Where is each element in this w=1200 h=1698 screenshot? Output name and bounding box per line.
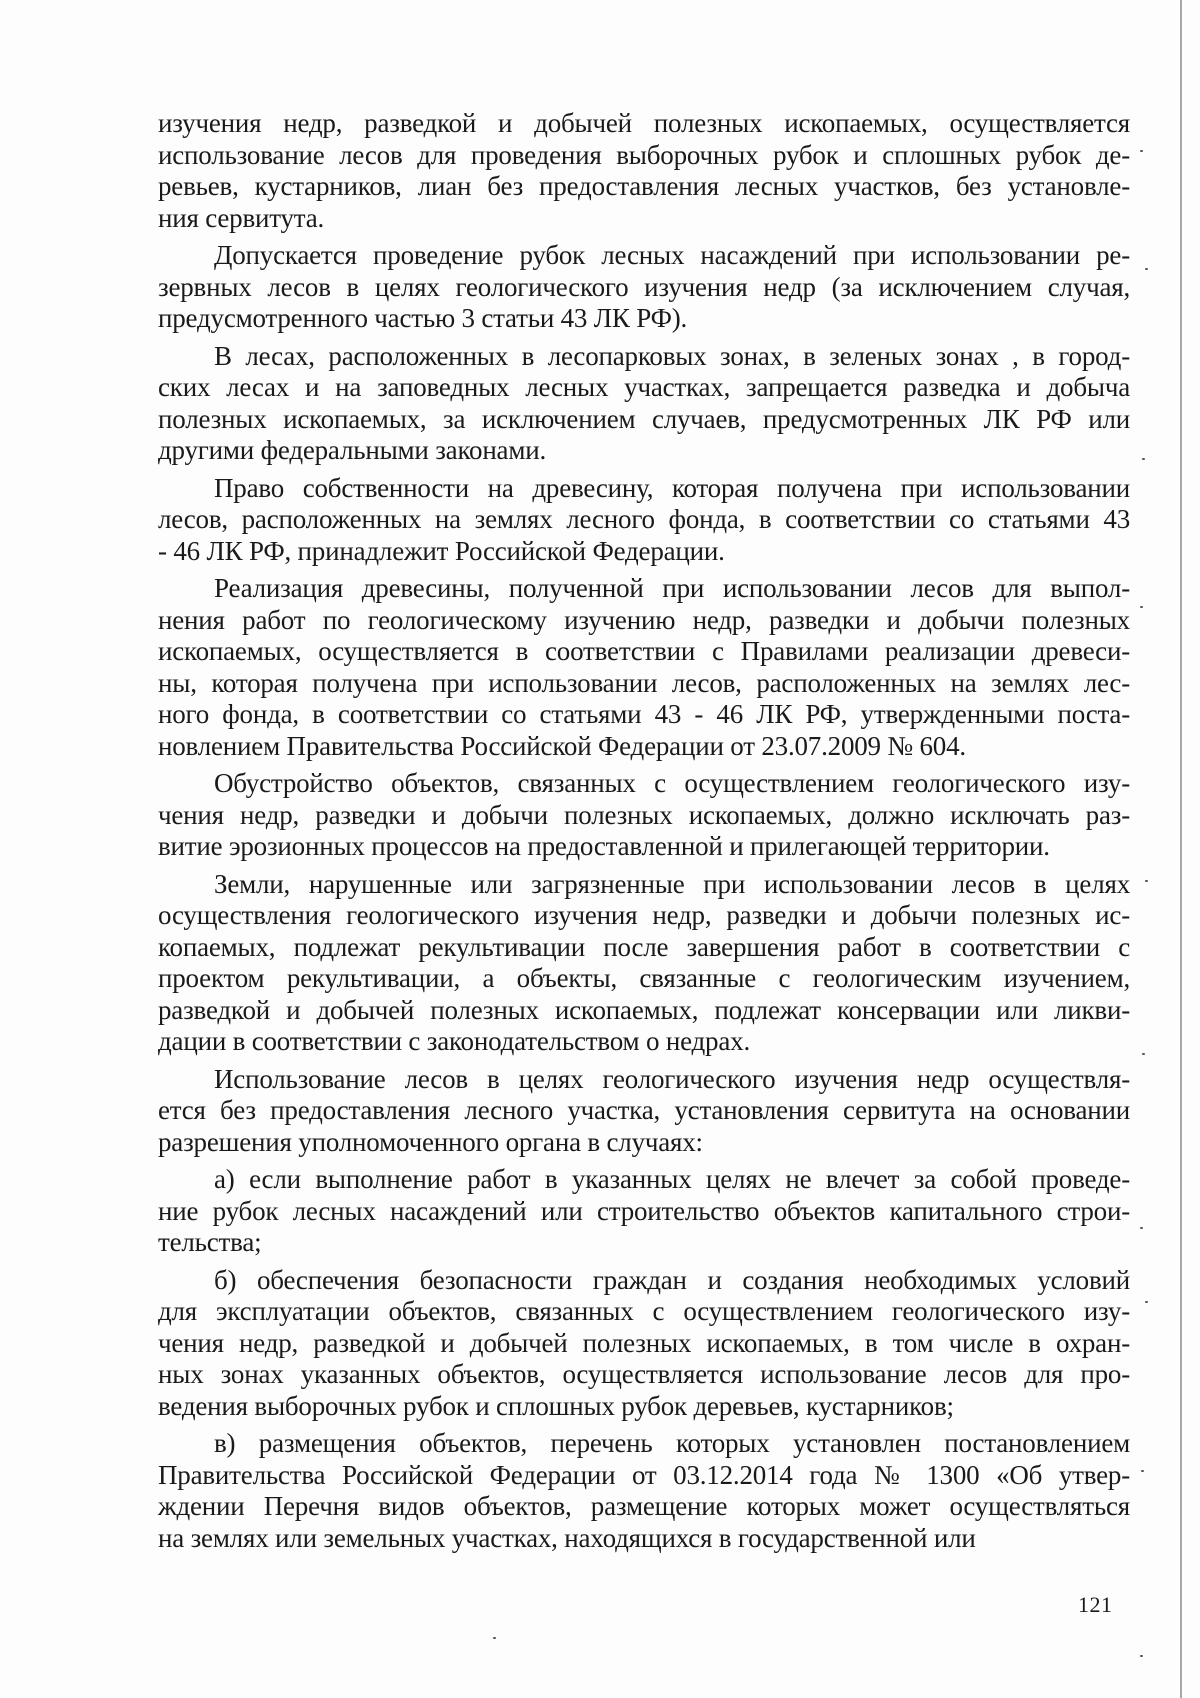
text-line: изучения недр, разведкой и добычей полезных ископаемых, осуществляется <box>158 108 1130 138</box>
text-line: ного фонда, в соответствии со статьями 43 - 46 ЛК РФ, утвержденными поста- <box>158 699 1130 729</box>
body-text <box>158 108 1130 1560</box>
paragraph-p11 <box>158 1428 1130 1554</box>
text-line: Допускается проведение рубок лесных насаждений при использовании ре- <box>214 240 1130 270</box>
text-line: ских лесах и на заповедных лесных участках, запрещается разведка и добыча <box>158 372 1130 402</box>
text-line: В лесах, расположенных в лесопарковых зонах, в зеленых зонах , в город- <box>214 340 1130 371</box>
text-line: Реализация древесины, полученной при использовании лесов для выпол- <box>214 573 1130 603</box>
text-line: ревьев, кустарников, лиан без предоставления лесных участков, без установле- <box>158 171 1130 201</box>
text-line: разрешения уполномоченного органа в случаях: <box>158 1126 703 1157</box>
paragraph-p9 <box>158 1164 1130 1259</box>
text-line: а) если выполнение работ в указанных целях не влечет за собой проведе- <box>214 1164 1130 1194</box>
text-line: Право собственности на древесину, которая получена при использовании <box>214 472 1130 503</box>
scan-speck <box>1140 1227 1143 1229</box>
text-line: использование лесов для проведения выборочных рубок и сплошных рубок де- <box>158 139 1130 170</box>
text-line: чения недр, разведки и добычи полезных ископаемых, должно исключать раз- <box>158 799 1130 830</box>
paragraph-p4 <box>158 473 1130 568</box>
text-line: дации в соответствии с законодательством о недрах. <box>158 1026 750 1056</box>
paragraph-p7 <box>158 869 1130 1058</box>
scan-edge-line <box>1180 0 1182 1698</box>
scan-speck <box>1142 1053 1145 1055</box>
text-line: ется без предоставления лесного участка, установления сервитута на основании <box>158 1095 1130 1125</box>
text-line: нения работ по геологическому изучению недр, разведки и добычи полезных <box>158 604 1130 635</box>
text-line: Обустройство объектов, связанных с осуществлением геологического изу- <box>214 768 1130 798</box>
text-line: ных зонах указанных объектов, осуществляется использование лесов для про- <box>158 1359 1130 1389</box>
text-line: предусмотренного частью 3 статьи 43 ЛК РФ). <box>158 303 688 333</box>
text-line: чения недр, разведкой и добычей полезных ископаемых, в том числе в охран- <box>158 1327 1130 1358</box>
text-line: на землях или земельных участках, находящихся в государственной или <box>158 1522 976 1553</box>
scan-speck <box>1140 606 1143 608</box>
text-line: б) обеспечения безопасности граждан и создания необходимых условий <box>214 1264 1130 1295</box>
text-line: - 46 ЛК РФ, принадлежит Российской Федерации. <box>158 535 725 566</box>
page-number: 121 <box>1078 1592 1113 1617</box>
text-line: Земли, нарушенные или загрязненные при использовании лесов в целях <box>214 868 1130 899</box>
text-line: в) размещения объектов, перечень которых установлен постановлением <box>214 1428 1130 1458</box>
text-line: ны, которая получена при использовании лесов, расположенных на землях лес- <box>158 667 1130 698</box>
scan-speck <box>1142 458 1145 460</box>
scan-speck <box>1140 1655 1143 1657</box>
text-line: зервных лесов в целях геологического изучения недр (за исключением случая, <box>158 271 1130 302</box>
text-line: лесов, расположенных на землях лесного фонда, в соответствии со статьями 43 <box>158 504 1130 534</box>
text-line: тельства; <box>158 1227 262 1257</box>
paragraph-p8 <box>158 1064 1130 1159</box>
text-line: ния сервитута. <box>158 202 325 233</box>
text-line: ископаемых, осуществляется в соответствии с Правилами реализации древеси- <box>158 636 1130 666</box>
text-line: проектом рекультивации, а объекты, связанные с геологическим изучением, <box>158 963 1130 993</box>
text-line: полезных ископаемых, за исключением случаев, предусмотренных ЛК РФ или <box>158 403 1130 434</box>
text-line: витие эрозионных процессов на предоставленной и прилегающей территории. <box>158 831 1050 861</box>
scan-speck <box>1140 150 1143 152</box>
paragraph-p1 <box>158 108 1130 234</box>
paragraph-p5 <box>158 573 1130 762</box>
paragraph-p6 <box>158 768 1130 863</box>
scan-speck <box>493 1637 496 1639</box>
text-line: другими федеральными законами. <box>158 435 547 465</box>
paragraph-p2 <box>158 240 1130 335</box>
scan-speck <box>1145 268 1148 270</box>
text-line: ведения выборочных рубок и сплошных рубок деревьев, кустарников; <box>158 1390 954 1421</box>
text-line: ние рубок лесных насаждений или строительство объектов капитального строи- <box>158 1195 1130 1226</box>
scan-speck <box>1141 1470 1144 1472</box>
paragraph-p3 <box>158 341 1130 467</box>
text-line: Использование лесов в целях геологического изучения недр осуществля- <box>214 1063 1130 1094</box>
text-line: Правительства Российской Федерации от 03.12.2014 года № 1300 «Об утвер- <box>158 1459 1130 1490</box>
text-line: для эксплуатации объектов, связанных с осуществлением геологического изу- <box>158 1296 1130 1326</box>
text-line: копаемых, подлежат рекультивации после завершения работ в соответствии с <box>158 931 1130 962</box>
text-line: новлением Правительства Российской Федерации от 23.07.2009 № 604. <box>158 730 966 761</box>
paragraph-p10 <box>158 1265 1130 1423</box>
scan-speck <box>1145 1301 1148 1303</box>
text-line: ждении Перечня видов объектов, размещение которых может осуществляться <box>158 1491 1130 1521</box>
scan-speck <box>1145 880 1148 882</box>
text-line: разведкой и добычей полезных ископаемых, подлежат консервации или ликви- <box>158 994 1130 1025</box>
text-line: осуществления геологического изучения недр, разведки и добычи полезных ис- <box>158 900 1130 930</box>
